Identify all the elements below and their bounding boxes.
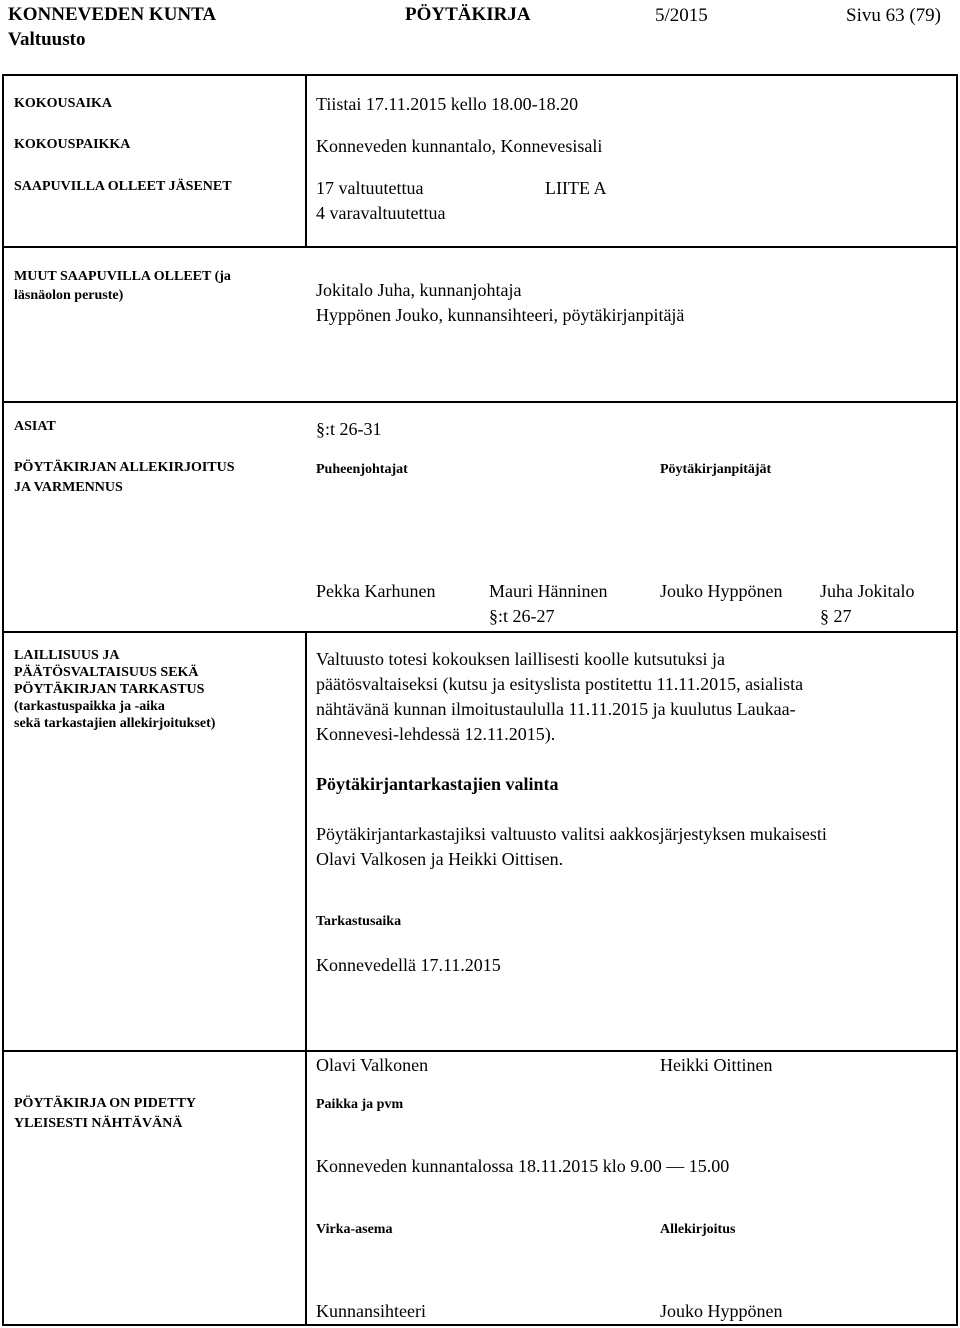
secretary-2-name: Juha Jokitalo [820,581,915,601]
page-number: Sivu 63 (79) [846,5,941,26]
chair-2-name: Mauri Hänninen [489,581,608,601]
meeting-time-value: Tiistai 17.11.2015 kello 18.00-18.20 [316,94,579,114]
secretary-1-name: Jouko Hyppönen [660,581,783,601]
public-display-label: PÖYTÄKIRJA ON PIDETTY [14,1096,197,1111]
legality-text-line: päätösvaltaiseksi (kutsu ja esityslista postitettu 11.11.2015, asialista [316,674,804,694]
inspectors-text-line-1: Pöytäkirjantarkastajiksi valtuusto valitsi aakkosjärjestyksen mukaisesti [316,824,827,844]
others-present-label: MUUT SAAPUVILLA OLLEET (ja [14,269,231,284]
inspector-2-name: Heikki Oittinen [660,1055,773,1075]
table-border-bottom [2,1324,958,1326]
public-display-label-2: YLEISESTI NÄHTÄVÄNÄ [14,1116,183,1131]
secretaries-heading: Pöytäkirjanpitäjät [660,462,772,477]
place-date-value: Konneveden kunnantalossa 18.11.2015 klo 9.00 — 15.00 [316,1156,730,1176]
table-divider-1 [2,246,958,248]
table-border-top [2,74,958,76]
signing-label: PÖYTÄKIRJAN ALLEKIRJOITUS [14,460,235,475]
others-present-label-2: läsnäolon peruste) [14,288,124,303]
document-number: 5/2015 [655,5,708,26]
signature-label: Allekirjoitus [660,1222,736,1237]
chair-1-name: Pekka Karhunen [316,581,436,601]
matters-label: ASIAT [14,419,56,434]
column-divider-1 [305,74,307,247]
column-divider-2 [305,631,307,1324]
signature-value: Jouko Hyppönen [660,1301,783,1321]
inspectors-text-line-2: Olavi Valkosen ja Heikki Oittisen. [316,849,564,869]
legality-label-line: sekä tarkastajien allekirjoitukset) [14,716,216,731]
secretary-2-section: § 27 [820,606,852,626]
inspection-time-label: Tarkastusaika [316,914,402,929]
legality-label-line: PÄÄTÖSVALTAISUUS SEKÄ [14,665,199,680]
legality-label-line: (tarkastuspaikka ja -aika [14,699,165,714]
members-attachment: LIITE A [545,178,607,198]
table-divider-2 [2,401,958,403]
other-attendee-1: Jokitalo Juha, kunnanjohtaja [316,280,522,300]
position-value: Kunnansihteeri [316,1301,426,1321]
chair-2-sections: §:t 26-27 [489,606,555,626]
table-border-right [956,74,958,1326]
legality-label-line: PÖYTÄKIRJAN TARKASTUS [14,682,205,697]
chairs-heading: Puheenjohtajat [316,462,408,477]
signing-label-2: JA VARMENNUS [14,480,123,495]
legality-label [14,647,215,732]
meeting-place-value: Konneveden kunnantalo, Konnevesisali [316,136,603,156]
members-count: 17 valtuutettua [316,178,424,198]
table-border-left [2,74,4,1326]
legality-text-line: Valtuusto totesi kokouksen laillisesti koolle kutsutuksi ja [316,649,725,669]
governing-body: Valtuusto [8,29,86,50]
municipality-name: KONNEVEDEN KUNTA [8,4,217,25]
members-present-label: SAAPUVILLA OLLEET JÄSENET [14,179,232,194]
document-type: PÖYTÄKIRJA [405,4,531,25]
other-attendee-2: Hyppönen Jouko, kunnansihteeri, pöytäkirjanpitäjä [316,305,685,325]
inspection-place-time: Konnevedellä 17.11.2015 [316,955,501,975]
matters-value: §:t 26-31 [316,419,382,439]
legality-text-line: Konnevesi-lehdessä 12.11.2015). [316,724,556,744]
inspector-1-name: Olavi Valkonen [316,1055,429,1075]
place-date-label: Paikka ja pvm [316,1097,404,1112]
table-divider-3 [2,631,958,633]
deputy-members-count: 4 varavaltuutettua [316,203,446,223]
meeting-time-label: KOKOUSAIKA [14,96,113,111]
legality-label-line: LAILLISUUS JA [14,648,120,663]
inspectors-heading: Pöytäkirjantarkastajien valinta [316,774,559,794]
legality-text-line: nähtävänä kunnan ilmoitustaululla 11.11.2015 ja kuulutus Laukaa- [316,699,796,719]
table-divider-4 [2,1050,958,1052]
meeting-place-label: KOKOUSPAIKKA [14,137,131,152]
position-label: Virka-asema [316,1222,393,1237]
legality-text [316,647,803,747]
